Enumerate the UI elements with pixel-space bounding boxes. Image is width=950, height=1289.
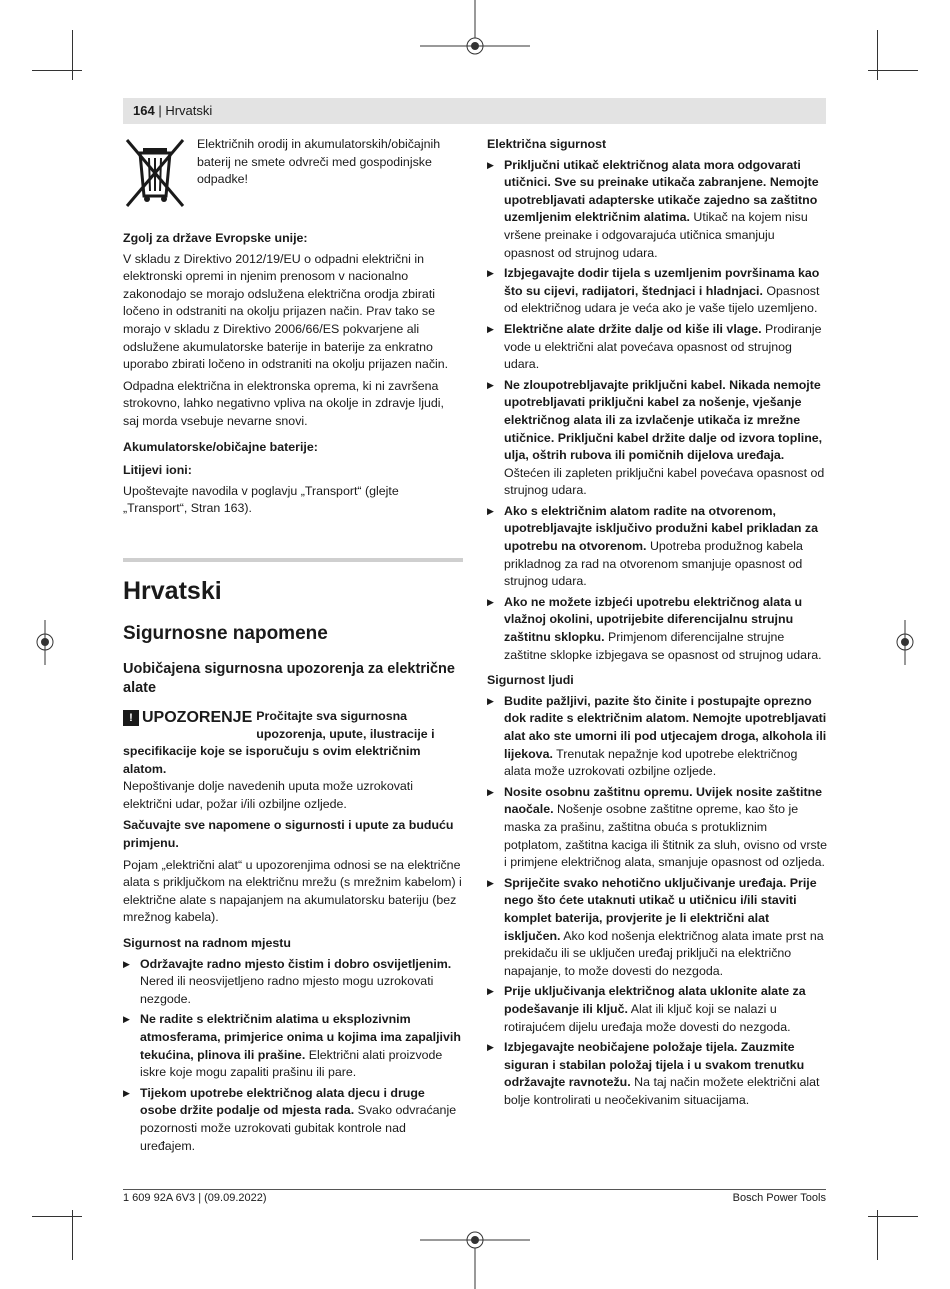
footer-rule (123, 1189, 826, 1190)
list-item: ▶ Spriječite svako nehotično uključivanje uređaja. Prije nego što ćete utaknuti utikač u utičnicu i/ili staviti komplet baterija, provjerite je li električni alat isključen. Ako kod nošenja električnog alata imate prst na prekidaču ili se uključen uređaj priključi na električno napajanje, to može dovesti do nezgoda. (487, 875, 827, 981)
page-header (123, 98, 826, 124)
warning-label: ! UPOZORENJE (123, 708, 252, 728)
warning-block (123, 708, 463, 814)
registration-mark-top (420, 0, 530, 80)
crop-mark (72, 1210, 73, 1260)
crop-mark (32, 1216, 82, 1217)
footer-doc-code: 1 609 92A 6V3 | (09.09.2022) (123, 1192, 267, 1204)
eu-paragraph-1: V skladu z Direktivo 2012/19/EU o odpadni električni in elektronski opremi in njenim prenosom v nacionalno zakonodajo se morajo odslužena električna orodja zbirati ločeno in odstraniti na okolju prijazen način. Prav tako se morajo v skladu z Direktivo 2006/66/ES pokvarjene ali odslužene akumulatorske baterije in baterije za enkratno uporabo zbirati ločeno in odstraniti na okolju prijazen način. (123, 251, 449, 372)
list-item: ▶ Električne alate držite dalje od kiše ili vlage. Prodiranje vode u električni alat povećava opasnost od strujnog udara. (487, 321, 827, 374)
registration-mark-bottom (420, 1210, 530, 1289)
section-title: Sigurnosne napomene (123, 622, 328, 644)
list-item: ▶ Održavajte radno mjesto čistim i dobro osvijetljenim. Nered ili neosvijetljeno radno mjesto mogu uzrokovati nezgode. (123, 956, 463, 1009)
registration-mark-left (25, 620, 65, 665)
save-instructions: Sačuvajte sve napomene o sigurnosti i upute za buduću primjenu. (123, 818, 454, 851)
weee-notice (123, 136, 463, 212)
list-item: ▶ Ne radite s električnim alatima u eksplozivnim atmosferama, primjerice onima u kojima ima zapaljivih tekućina, plinova ili prašine. Električni alati proizvode iskre koje mogu zapaliti prašinu ili pare. (123, 1011, 463, 1081)
crop-mark (868, 1216, 918, 1217)
list-item: ▶ Prije uključivanja električnog alata uklonite alate za podešavanje ili ključ. Alat ili ključ koji se nalazi u rotirajućem dijelu uređaja može dovesti do nezgoda. (487, 983, 827, 1036)
list-item: ▶ Nosite osobnu zaštitnu opremu. Uvijek nosite zaštitne naočale. Nošenje osobne zaštitne opreme, kao što je maska za prašinu, zaštitna obuća s protukliznim potplatom, zaštitna kaciga ili štitnik za sluh, ovisno od vrste i primjene električnog alata, smanjuje opasnost od ozljeda. (487, 784, 827, 872)
page-number: 164 (133, 103, 155, 118)
list-item: ▶ Tijekom upotrebe električnog alata djecu i druge osobe držite podalje od mjesta rada. Svako odvraćanje pozornosti može uzrokovati gubitak kontrole nad uređajem. (123, 1085, 463, 1155)
crossed-out-bin-icon (123, 136, 187, 212)
warning-triangle-icon: ! (123, 710, 139, 726)
crop-mark (877, 30, 878, 80)
footer-brand: Bosch Power Tools (732, 1192, 826, 1204)
workplace-list (123, 956, 463, 1156)
list-item: ▶ Ne zloupotrebljavajte priključni kabel. Nikada nemojte upotrebljavati priključni kabel za nošenje, vješanje električnog alata ili za izvlačenje utikača iz mrežne utičnice. Priključni kabel držite dalje od izvora topline, ulja, oštrih rubova ili pomičnih dijelova uređaja. Oštećen ili zapleten priključni kabel povećava opasnost od strujnog udara. (487, 377, 827, 500)
right-column (487, 136, 827, 1112)
personal-safety-list (487, 693, 827, 1110)
crop-mark (877, 1210, 878, 1260)
crop-mark (32, 70, 82, 71)
li-ion-text: Upoštevajte navodila v poglavju „Transport“ (glejte „Transport“, Stran 163). (123, 483, 399, 516)
list-item: ▶ Priključni utikač električnog alata mora odgovarati utičnici. Sve su preinake utikača zabranjene. Nemojte upotrebljavati adapterske utikače zajedno sa zaštitno uzemljenim električnim alatima. Utikač na kojem nisu vršene preinake i odgovarajuća utičnica smanjuju opasnost od strujnog udara. (487, 157, 827, 263)
warning-bold-text: Pročitajte sva sigurnosna upozorenja, upute, ilustracije i specifikacije koje se isporučuju s ovim električnim alatom. (123, 708, 435, 776)
list-item: ▶ Izbjegavajte dodir tijela s uzemljenim površinama kao što su cijevi, radijatori, štednjaci i hladnjaci. Opasnost od električnog udara je veća ako je vaše tijelo uzemljeno. (487, 265, 827, 318)
subsection-title: Uobičajena sigurnosna upozorenja za električne alate (123, 660, 455, 696)
list-item: ▶ Ako s električnim alatom radite na otvorenom, upotrebljavajte isključivo produžni kabel prikladan za upotrebu na otvorenom. Upotreba produžnog kabela prikladnog za rad na otvorenom smanjuje opasnost od strujnog udara. (487, 503, 827, 591)
weee-text: Električnih orodij in akumulatorskih/običajnih baterij ne smete odvreči med gospodinjske odpadke! (197, 137, 441, 187)
battery-heading: Akumulatorske/običajne baterije: (123, 439, 318, 454)
term-definition: Pojam „električni alat“ u upozorenjima odnosi se na električne alata s priključkom na električnu mrežu (s mrežnim kabelom) i električne alate s napajanjem na akumulatorsku bateriju (bez mrežnog kabela). (123, 857, 462, 925)
personal-safety-heading: Sigurnost ljudi (487, 673, 574, 688)
crop-mark (72, 30, 73, 80)
section-divider (123, 558, 463, 562)
registration-mark-right (885, 620, 925, 665)
chapter-title: Hrvatski (123, 576, 222, 605)
workplace-heading: Sigurnost na radnom mjestu (123, 936, 291, 951)
header-separator: | (158, 103, 162, 118)
list-item: ▶ Budite pažljivi, pazite što činite i postupajte oprezno dok radite s električnim alatom. Nemojte upotrebljavati alat ako ste umorni ili pod utjecajem droga, alkohola ili lijekova. Trenutak nepažnje kod upotrebe električnog alata može uzrokovati ozbiljne ozljede. (487, 693, 827, 781)
eu-heading: Zgolj za države Evropske unije: (123, 231, 308, 245)
left-column (123, 136, 463, 1158)
li-ion-heading: Litijevi ioni: (123, 463, 192, 478)
list-item: ▶ Ako ne možete izbjeći upotrebu električnog alata u vlažnoj okolini, upotrijebite diferencijalnu strujnu zaštitnu sklopku. Primjenom diferencijalne strujne zaštitne sklopke izbjegava se opasnost od strujnog udara. (487, 594, 827, 664)
eu-paragraph-2: Odpadna električna in elektronska oprema, ki ni završena strokovno, lahko negativno vpliva na okolje in zdravje ljudi, saj morda vsebuje nevarne snovi. (123, 378, 444, 428)
electrical-safety-heading: Električna sigurnost (487, 137, 607, 151)
crop-mark (868, 70, 918, 71)
header-language: Hrvatski (165, 103, 213, 118)
list-item: ▶ Izbjegavajte neobičajene položaje tijela. Zauzmite siguran i stabilan položaj tijela i u svakom trenutku održavajte ravnotežu. Na taj način možete električni alat bolje kontrolirati u neočekivanim situacijama. (487, 1039, 827, 1109)
electrical-safety-list (487, 157, 827, 665)
warning-text: Nepoštivanje dolje navedenih uputa može uzrokovati električni udar, požar i/ili ozbiljne ozljede. (123, 779, 413, 811)
